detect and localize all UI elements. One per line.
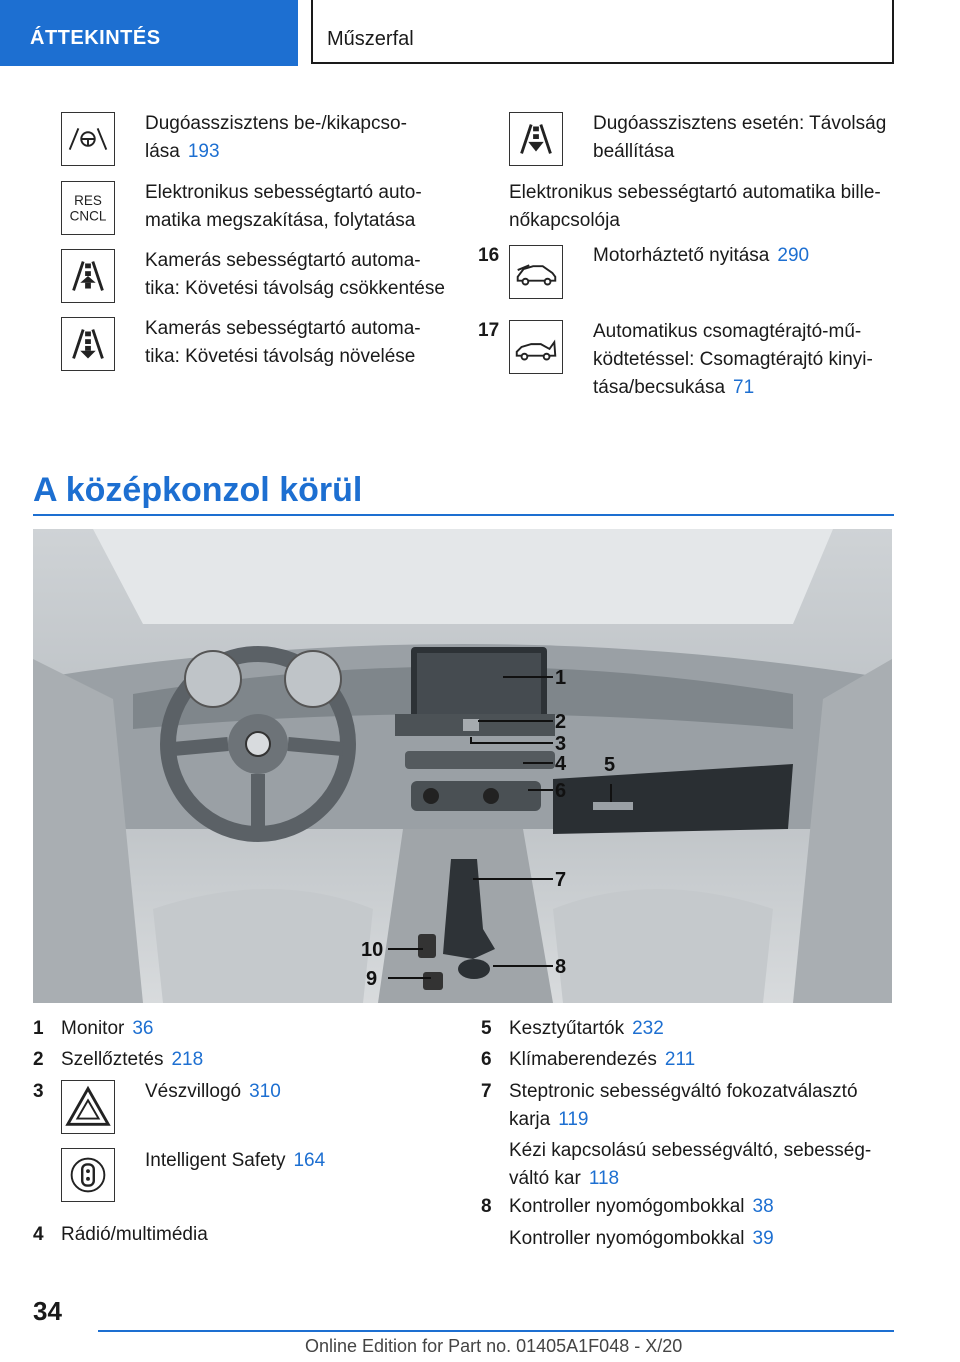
- callout-5: 5: [604, 754, 616, 776]
- legend-num-7: 7: [481, 1081, 492, 1102]
- callout-6: 6: [555, 780, 567, 802]
- callout-8: 8: [555, 956, 567, 978]
- svg-text:CNCL: CNCL: [69, 208, 107, 224]
- intelligent-safety-icon: [61, 1148, 115, 1202]
- legend-item-6: Klímaberendezés 211: [509, 1049, 696, 1070]
- callout-1: 1: [555, 667, 567, 689]
- top-left-item-3: Kamerás sebességtartó automa- tika: Követési távolság csökkentése: [145, 250, 445, 299]
- page-header: [0, 0, 960, 66]
- item-number-17: 17: [478, 320, 500, 341]
- page-ref-link[interactable]: 232: [632, 1018, 664, 1039]
- page-ref-link[interactable]: 38: [752, 1196, 774, 1217]
- legend-num-8: 8: [481, 1196, 492, 1217]
- item-17-text: Automatikus csomagtérajtó-mű- ködtetéssel: Csomagtérajtó kinyi- tása/becsukása 71: [593, 321, 873, 398]
- tailgate-icon: [509, 320, 563, 374]
- legend-item-7b: Kézi kapcsolású sebességváltó, sebesség- váltó kar 118: [509, 1140, 872, 1189]
- section-title: A középkonzol körül: [33, 471, 363, 509]
- legend-item-1: Monitor 36: [61, 1018, 154, 1039]
- callout-7: 7: [555, 869, 567, 891]
- callout-9: 9: [366, 968, 378, 990]
- page-ref-link[interactable]: 218: [171, 1049, 204, 1070]
- page-ref-link[interactable]: 118: [588, 1168, 620, 1189]
- page-number: 34: [33, 1296, 62, 1326]
- item-number-16: 16: [478, 245, 500, 266]
- legend-num-6: 6: [481, 1049, 492, 1070]
- hood-open-icon: [509, 245, 563, 299]
- legend-item-7: Steptronic sebességváltó fokozatválasztó karja 119: [509, 1081, 858, 1130]
- chapter-box: [311, 0, 894, 64]
- legend-item-8: Kontroller nyomógombokkal 38: [509, 1196, 774, 1217]
- page-ref-link[interactable]: 193: [187, 141, 220, 162]
- legend-num-4: 4: [33, 1224, 44, 1245]
- legend-num-2: 2: [33, 1049, 44, 1070]
- distance-set-icon: [509, 112, 563, 166]
- distance-decrease-icon: [61, 249, 115, 303]
- callout-10: 10: [361, 939, 384, 961]
- page-ref-link[interactable]: 310: [249, 1081, 281, 1102]
- legend-num-1: 1: [33, 1018, 44, 1039]
- footer-rule: [98, 1330, 894, 1332]
- legend-num-5: 5: [481, 1018, 492, 1039]
- top-right-distance-item: Dugóasszisztens esetén: Távolság beállítása: [593, 113, 887, 162]
- legend-item-5: Kesztyűtartók 232: [509, 1018, 664, 1039]
- cockpit-illustration: [33, 529, 892, 1003]
- legend-num-3: 3: [33, 1081, 44, 1102]
- distance-increase-icon: [61, 317, 115, 371]
- chapter-label: Műszerfal: [327, 28, 414, 50]
- page-ref-link[interactable]: 36: [132, 1018, 154, 1039]
- legend-item-2: Szellőztetés 218: [61, 1049, 204, 1070]
- top-left-item-1: Dugóasszisztens be-/kikapcso- lása 193: [145, 113, 407, 162]
- legend-item-3: Vészvillogó 310: [145, 1081, 281, 1102]
- callout-3: 3: [555, 733, 567, 755]
- svg-text:RES: RES: [74, 193, 102, 209]
- page-ref-link[interactable]: 71: [733, 377, 755, 398]
- section-label: ÁTTEKINTÉS: [30, 27, 161, 49]
- page-ref-link[interactable]: 290: [777, 245, 810, 266]
- top-left-item-4: Kamerás sebességtartó automa- tika: Követési távolság növelése: [145, 318, 421, 367]
- page-ref-link[interactable]: 164: [293, 1150, 326, 1171]
- section-rule: [33, 514, 894, 516]
- rocker-switch-text: Elektronikus sebességtartó automatika bille- nőkapcsolója: [509, 182, 881, 231]
- res-cncl-icon: [61, 181, 115, 235]
- page-ref-link[interactable]: 211: [664, 1049, 696, 1070]
- callout-4: 4: [555, 753, 567, 775]
- page-ref-link[interactable]: 39: [752, 1228, 774, 1249]
- steering-assist-icon: [61, 112, 115, 166]
- footer-text: Online Edition for Part no. 01405A1F048 - X/20: [305, 1336, 683, 1356]
- callout-2: 2: [555, 711, 567, 733]
- legend-item-3b: Intelligent Safety 164: [145, 1150, 326, 1171]
- item-16-text: Motorháztető nyitása 290: [593, 245, 810, 266]
- top-left-item-2: Elektronikus sebességtartó auto- matika megszakítása, folytatása: [145, 182, 422, 231]
- page-ref-link[interactable]: 119: [558, 1109, 589, 1130]
- section-tab[interactable]: [0, 0, 298, 66]
- legend-item-8b: Kontroller nyomógombokkal 39: [509, 1228, 774, 1249]
- hazard-warning-icon: [61, 1080, 115, 1134]
- legend-item-4: Rádió/multimédia: [61, 1224, 208, 1245]
